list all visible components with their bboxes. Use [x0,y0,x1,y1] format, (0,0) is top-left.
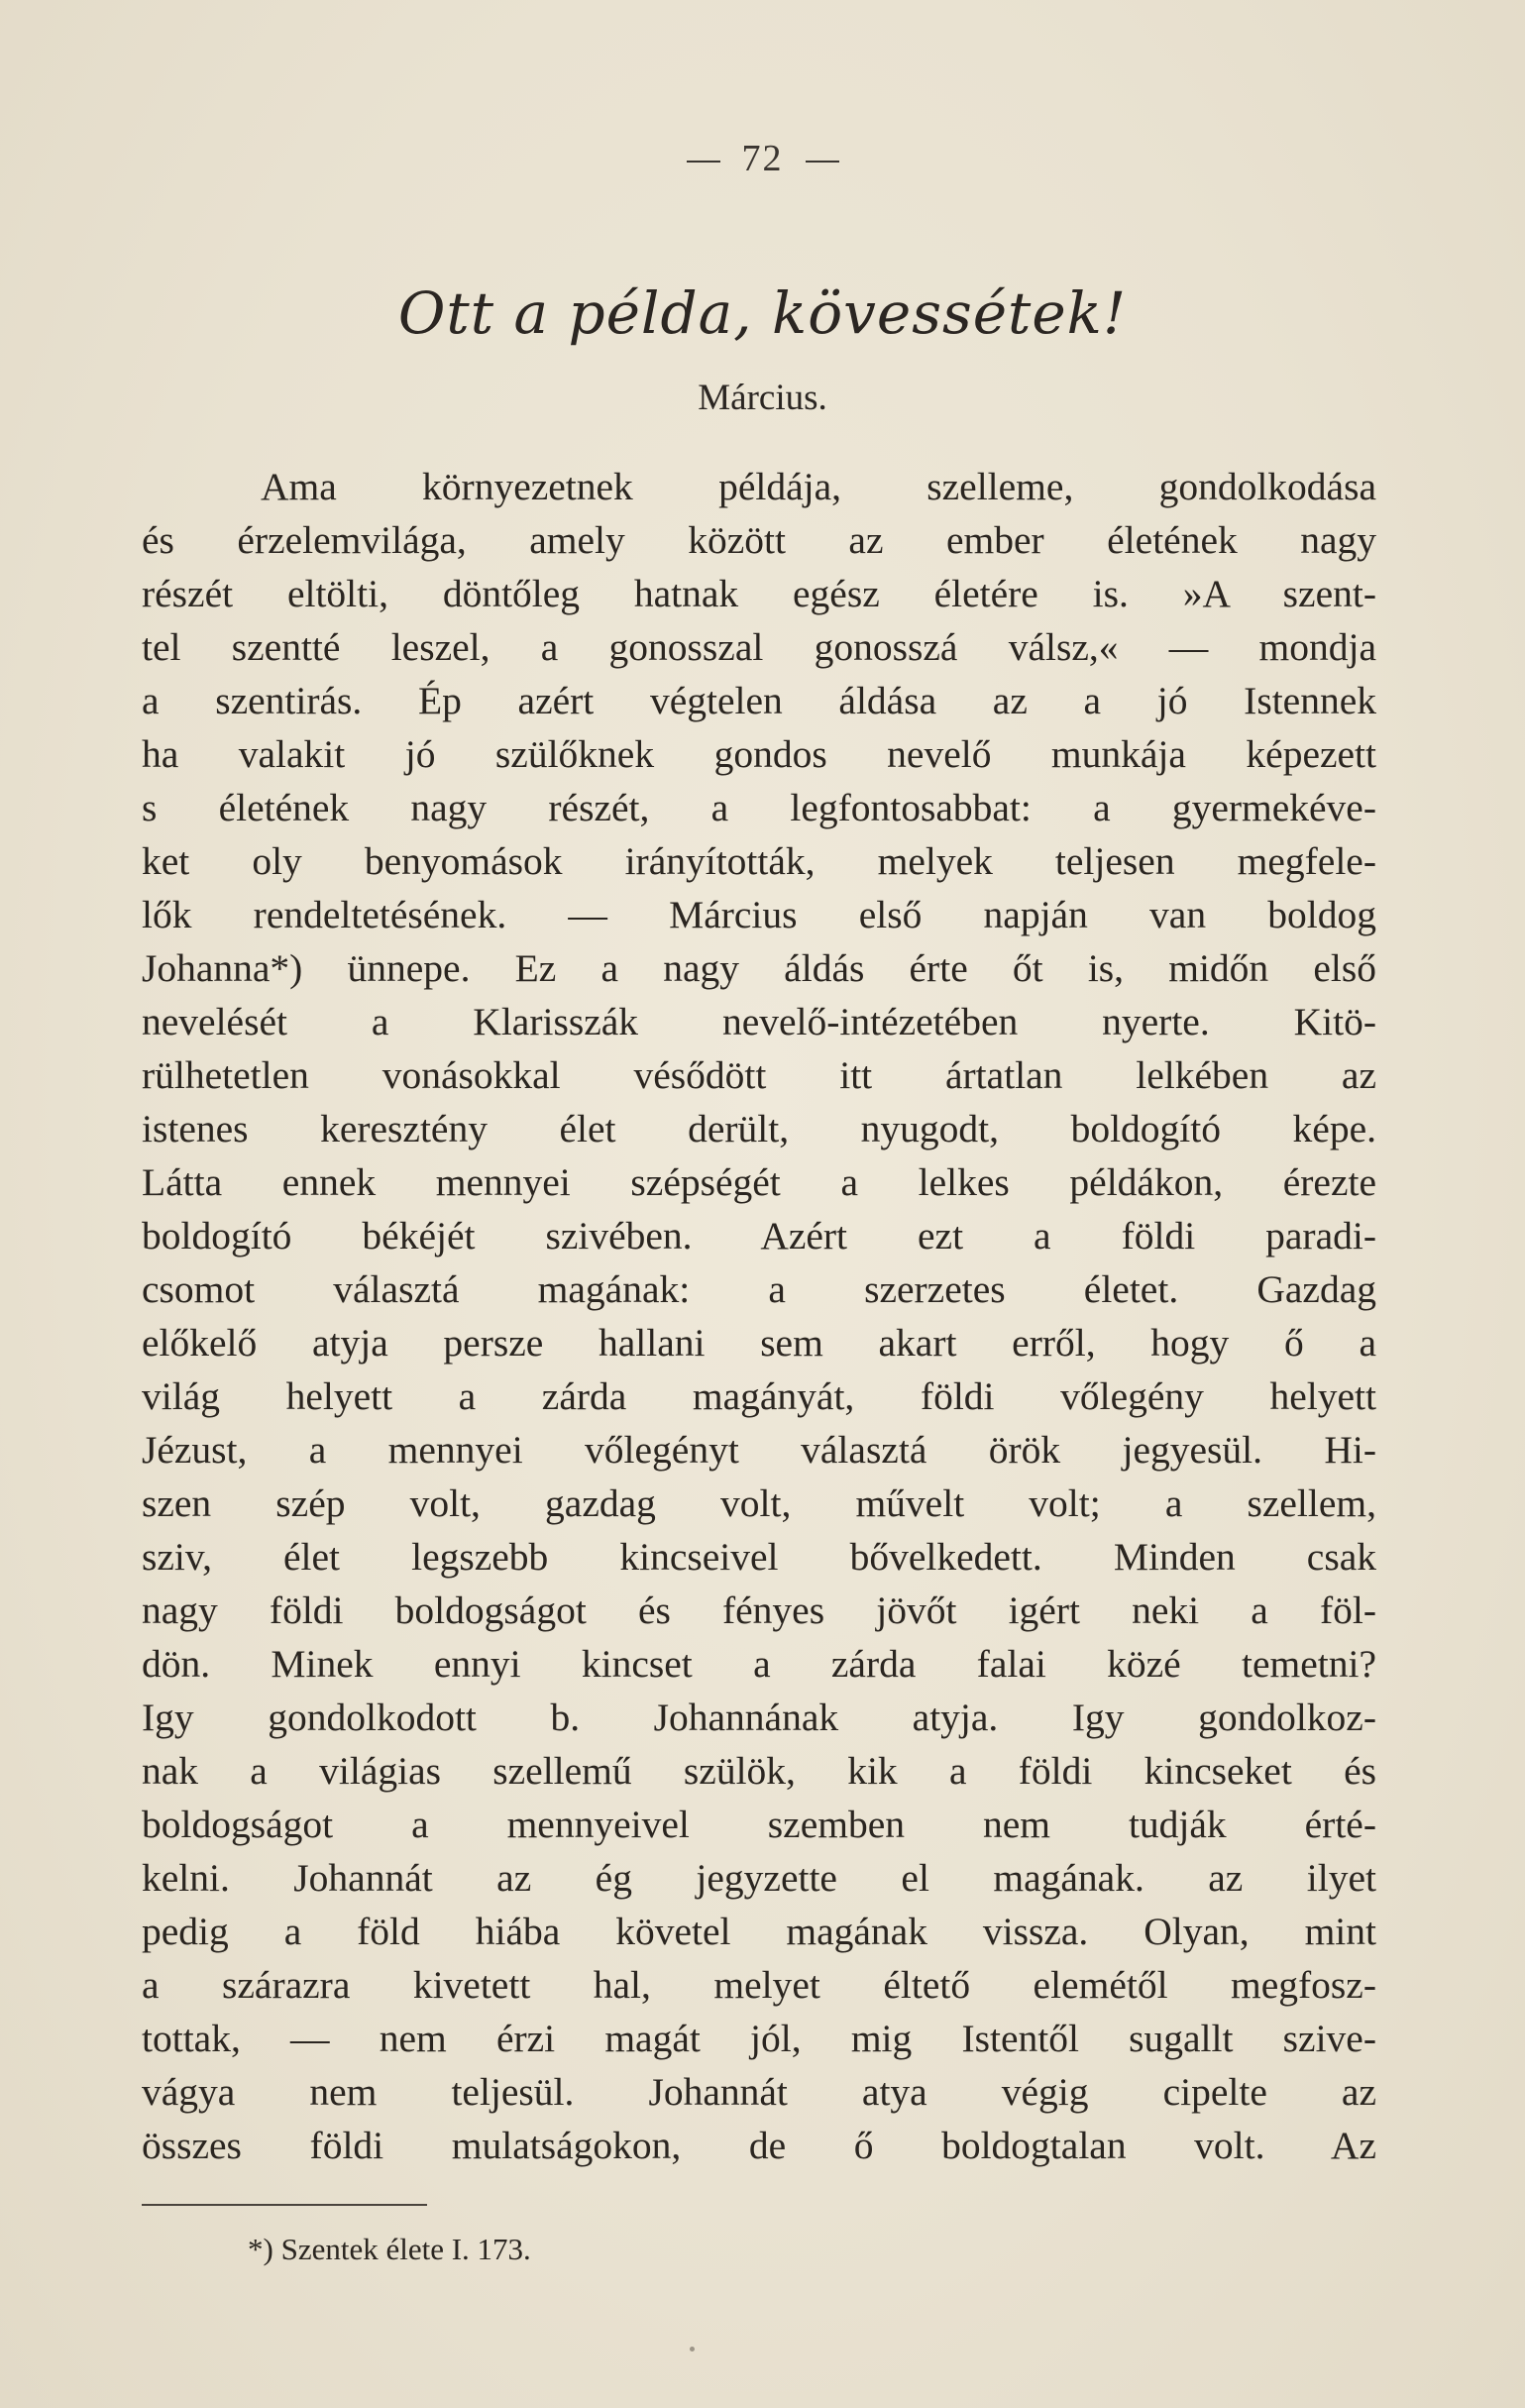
body-text [142,460,1376,2172]
text-line: pedig a föld hiába követel magának vissza. Olyan, mint [142,1910,1376,1953]
chapter-title: Ott a példa, kövessétek! [397,279,1128,347]
page-number-dash-right [806,161,839,163]
text-line: szen szép volt, gazdag volt, művelt volt; a szellem, [142,1481,1376,1525]
chapter-subtitle: Március. [698,378,827,418]
text-line: vágya nem teljesül. Johannát atya végig cipelte az [142,2070,1376,2114]
text-line: előkelő atyja persze hallani sem akart erről, hogy ő a [142,1321,1376,1365]
text-line: rülhetetlen vonásokkal vésődött itt ártatlan lelkében az [142,1053,1376,1097]
text-line: nak a világias szellemű szülök, kik a földi kincseket és [142,1749,1376,1793]
text-line: lők rendeltetésének. — Március első napján van boldog [142,893,1376,936]
text-line: istenes keresztény élet derült, nyugodt, boldogító képe. [142,1107,1376,1150]
text-line: ha valakit jó szülőknek gondos nevelő munkája képezett [142,732,1376,776]
text-line: sziv, élet legszebb kincseivel bővelkedett. Minden csak [142,1535,1376,1579]
text-line: Jézust, a mennyei vőlegényt választá örök jegyesül. Hi- [142,1428,1376,1472]
text-line: világ helyett a zárda magányát, földi vőlegény helyett [142,1374,1376,1418]
footnote: *) Szentek élete I. 173. [248,2232,531,2266]
text-line: nagy földi boldogságot és fényes jövőt igért neki a föl- [142,1588,1376,1632]
text-line: nevelését a Klarisszák nevelő-intézetében nyerte. Kitö- [142,1000,1376,1043]
text-line: a szentirás. Ép azért végtelen áldása az a jó Istennek [142,679,1376,722]
paper-speck [690,2347,695,2352]
text-line: a szárazra kivetett hal, melyet éltető elemétől megfosz- [142,1963,1376,2007]
text-line: ket oly benyomások irányították, melyek teljesen megfele- [142,839,1376,883]
text-line: boldogságot a mennyeivel szemben nem tudják érté- [142,1803,1376,1846]
text-line: tel szentté leszel, a gonosszal gonosszá válsz,« — mondja [142,625,1376,669]
text-line: dön. Minek ennyi kincset a zárda falai közé temetni? [142,1642,1376,1686]
footnote-divider [142,2204,427,2206]
text-line: tottak, — nem érzi magát jól, mig Istentől sugallt szive- [142,2017,1376,2060]
text-line: boldogító békéjét szivében. Azért ezt a földi paradi- [142,1214,1376,1258]
text-line: és érzelemvilága, amely között az ember életének nagy [142,518,1376,562]
page-number-value: 72 [741,138,784,179]
text-line: csomot választá magának: a szerzetes életet. Gazdag [142,1267,1376,1311]
text-line: s életének nagy részét, a legfontosabbat: a gyermekéve- [142,786,1376,829]
text-line: Johanna*) ünnepe. Ez a nagy áldás érte őt is, midőn első [142,946,1376,990]
text-line: kelni. Johannát az ég jegyzette el magának. az ilyet [142,1856,1376,1900]
text-line: részét eltölti, döntőleg hatnak egész életére is. »A szent- [142,572,1376,615]
page-number-dash-left [687,161,720,163]
text-line: Ama környezetnek példája, szelleme, gondolkodása [261,465,1376,508]
page-number [0,137,1525,180]
text-line: Igy gondolkodott b. Johannának atyja. Igy gondolkoz- [142,1696,1376,1739]
text-line: összes földi mulatságokon, de ő boldogtalan volt. Az [142,2124,1376,2167]
text-line: Látta ennek mennyei szépségét a lelkes példákon, érezte [142,1160,1376,1204]
